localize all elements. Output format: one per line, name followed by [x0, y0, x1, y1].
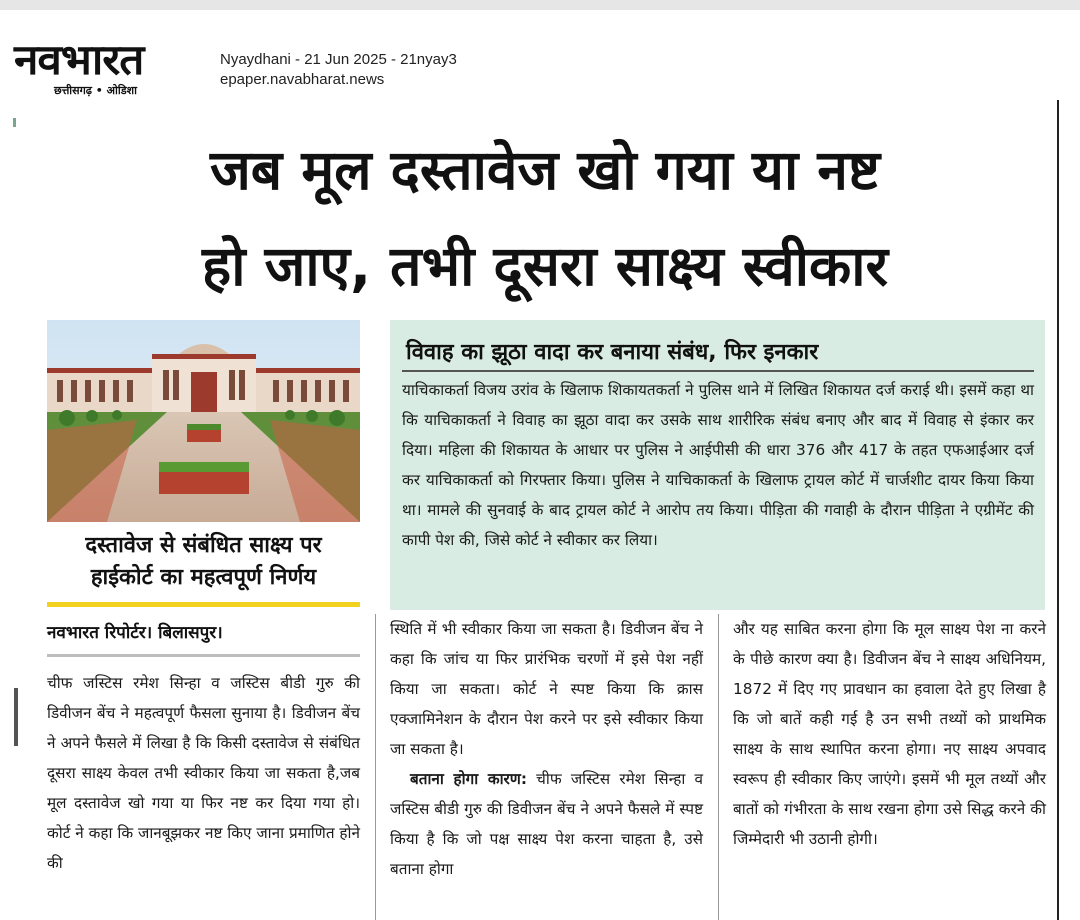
headline-line-1: जब मूल दस्तावेज खो गया या नष्ट: [209, 138, 880, 202]
headline: [40, 122, 1050, 314]
column-2-text-2: चीफ जस्टिस रमेश सिन्हा व जस्टिस बीडी गुरु की डिवीजन बेंच ने अपने फैसले में स्पष्ट किया है कि जो पक्ष साक्ष्य पेश करना चाहता है, उसे बताना होगा: [390, 770, 703, 878]
article-column-2: [390, 614, 703, 884]
gray-divider: [47, 654, 360, 657]
column-rule-2: [718, 614, 719, 920]
edition-line: Nyaydhani - 21 Jun 2025 - 21nyay3: [220, 51, 457, 68]
column-2-kicker: बताना होगा कारण:: [410, 770, 527, 788]
building-photo-icon: [47, 320, 360, 522]
column-2-paragraph-2: [390, 764, 703, 884]
byline: नवभारत रिपोर्टर। बिलासपुर।: [47, 623, 223, 643]
margin-mark: [14, 688, 18, 746]
top-bar: [0, 0, 1080, 10]
right-column-rule: [1057, 100, 1059, 920]
sub-headline-line-1: दस्तावेज से संबंधित साक्ष्य पर: [85, 533, 322, 558]
edition-info: [220, 50, 457, 90]
yellow-divider: [47, 602, 360, 607]
sub-headline: [47, 530, 360, 594]
box-text: याचिकाकर्ता विजय उरांव के खिलाफ शिकायतकर्ता ने पुलिस थाने में लिखित शिकायत दर्ज कराई थी। इसमें कहा था कि याचिकाकर्ता ने विवाह का झूठा वादा कर उसके साथ शारीरिक संबंध बनाए और बाद में विवाह से इंकार कर दिया। महिला की शिकायत के आधार पर पुलिस ने आईपीसी की धारा 376 और 417 के तहत एफआईआर दर्ज कर याचिकाकर्ता को गिरफ्तार किया। पुलिस ने याचिकाकर्ता के खिलाफ ट्रायल कोर्ट में चार्जशीट दायर किया किया था। मामले की सुनवाई के बाद ट्रायल कोर्ट ने आरोप तय किया। पीड़िता की गवाही के दौरान पीड़िता ने एग्रीमेंट की कापी पेश की, जिसे कोर्ट ने स्वीकार कर लिया।: [402, 381, 1034, 549]
column-2-text: स्थिति में भी स्वीकार किया जा सकता है। डिवीजन बेंच ने कहा कि जांच या फिर प्रारंभिक चरणों में इसे पेश नहीं किया जा सकता। कोर्ट ने स्पष्ट किया कि क्रास एक्जामिनेशन के दौरान पेश करने पर इसे स्वीकार किया जा सकता है।: [390, 620, 703, 758]
article-column-3: [733, 614, 1046, 854]
box-title: विवाह का झूठा वादा कर बनाया संबंध, फिर इनकार: [406, 340, 819, 365]
masthead-logo: [14, 35, 204, 98]
sub-headline-line-2: हाईकोर्ट का महत्वपूर्ण निर्णय: [90, 565, 317, 590]
article-column-1: [47, 668, 360, 878]
green-tick-mark: [13, 118, 16, 127]
column-rule-1: [375, 614, 376, 920]
headline-line-2: हो जाए, तभी दूसरा साक्ष्य स्वीकार: [202, 234, 888, 298]
logo-subtitle: छत्तीसगढ़ • ओडिशा: [54, 84, 137, 97]
column-1-text: चीफ जस्टिस रमेश सिन्हा व जस्टिस बीडी गुरु की डिवीजन बेंच ने महत्वपूर्ण फैसला सुनाया है। डिवीजन बेंच ने अपने फैसले में लिखा है कि किसी दस्तावेज से संबंधित दूसरा साक्ष्य केवल तभी स्वीकार किया जा सकता है,जब मूल दस्तावेज खो गया या फिर नष्ट कर दिया गया हो। कोर्ट ने कहा कि जानबूझकर नष्ट किए जाना प्रमाणित होने की: [47, 674, 360, 872]
high-court-photo: [47, 320, 360, 522]
site-url: epaper.navabharat.news: [220, 71, 385, 88]
logo-text: नवभारत: [14, 35, 144, 84]
column-3-text: और यह साबित करना होगा कि मूल साक्ष्य पेश ना करने के पीछे कारण क्या है। डिवीजन बेंच ने साक्ष्य अधिनियम, 1872 में दिए गए प्रावधान का हवाला देते हुए लिखा है कि जो बातें कही गई है उन सभी तथ्यों को प्राथमिक साक्ष्य के साथ स्थापित करना होगा। नए साक्ष्य अपवाद स्वरूप ही स्वीकार किए जाएंगे। इसमें भी मूल तथ्यों और बातों को गंभीरता के साथ रखना होगा उसे सिद्ध करने की जिम्मेदारी भी उठानी होगी।: [733, 620, 1046, 848]
box-title-underline: [402, 370, 1034, 372]
